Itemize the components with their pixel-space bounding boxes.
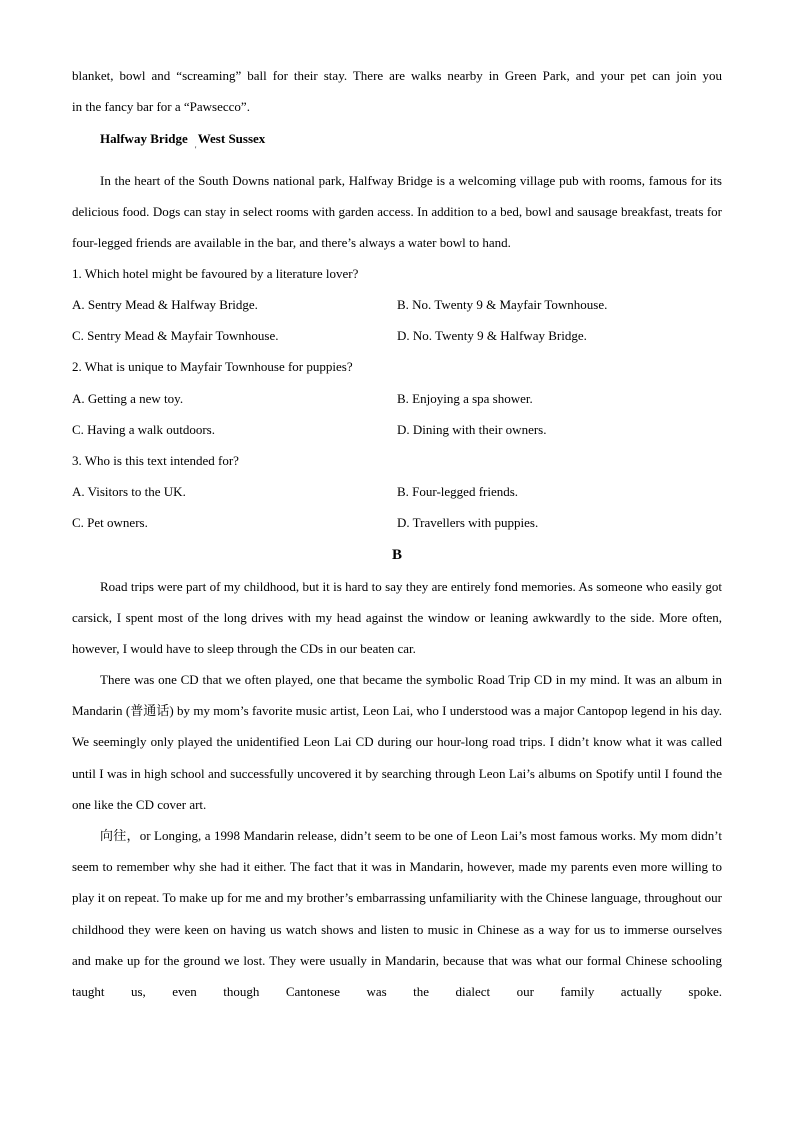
question-2-option-b: B. Enjoying a spa shower.	[397, 391, 533, 406]
question-1-option-d: D. No. Twenty 9 & Halfway Bridge.	[397, 328, 587, 343]
intro-line-2: in the fancy bar for a “Pawsecco”.	[72, 99, 250, 114]
question-2-stem: 2. What is unique to Mayfair Townhouse for puppies?	[72, 359, 353, 374]
question-3-option-b: B. Four-legged friends.	[397, 484, 519, 499]
question-2-option-c: C. Having a walk outdoors.	[72, 422, 215, 437]
question-3-stem: 3. Who is this text intended for?	[72, 453, 239, 468]
section-b-paragraph-3: 向往，or Longing, a 1998 Mandarin release, didn’t seem to be one of Leon Lai’s most famous works. My mom didn’t seem to remember why she had it either. The fact that it was in Mandarin, however, made my parents even more willing to play it on repeat. To make up for me and my brother’s embarrassing unfamiliarity with the Chinese language, throughout our childhood they were keen on having us watch shows and listen to music in Chinese as a way for us to immerse ourselves and make up for the ground we lost. They were usually in Mandarin, because that was what our formal Chinese schooling taught us, even though Cantonese was the dialect our family actually spoke.	[72, 828, 722, 1000]
section-b-paragraph-1: Road trips were part of my childhood, but it is hard to say they are entirely fond memories. As someone who easily got carsick, I spent most of the long drives with my head against the window or leaning awkwardly to the side. More often, however, I would have to sleep through the CDs in our beaten car.	[72, 579, 722, 657]
question-1-stem: 1. Which hotel might be favoured by a literature lover?	[72, 266, 359, 281]
question-1-option-b: B. No. Twenty 9 & Mayfair Townhouse.	[397, 297, 608, 312]
hotel-location: West Sussex	[197, 131, 266, 146]
question-3-option-d: D. Travellers with puppies.	[397, 515, 539, 530]
hotel-paragraph: In the heart of the South Downs national park, Halfway Bridge is a welcoming village pub with rooms, famous for its delicious food. Dogs can stay in select rooms with garden access. In addition to a bed, bowl and sausage breakfast, treats for four-legged friends are available in the bar, and there’s always a water bowl to hand.	[72, 173, 722, 251]
hotel-heading	[100, 130, 265, 148]
question-3-option-c: C. Pet owners.	[72, 515, 148, 530]
intro-line-1: blanket, bowl and “screaming” ball for their stay. There are walks nearby in Green Park, and your pet can join you	[72, 68, 722, 83]
question-2-option-a: A. Getting a new toy.	[72, 391, 184, 406]
question-1-option-c: C. Sentry Mead & Mayfair Townhouse.	[72, 328, 279, 343]
section-b-paragraph-2: There was one CD that we often played, one that became the symbolic Road Trip CD in my mind. It was an album in Mandarin (普通话) by my mom’s favorite music artist, Leon Lai, who I understood was a major Cantopop legend in his day. We seemingly only played the unidentified Leon Lai CD during our hour-long road trips. I didn’t know what it was called until I was in high school and successfully uncovered it by searching through Leon Lai’s albums on Spotify until I found the one like the CD cover art.	[72, 672, 722, 812]
hotel-name: Halfway Bridge	[100, 131, 188, 146]
question-3-option-a: A. Visitors to the UK.	[72, 484, 186, 499]
question-1-option-a: A. Sentry Mead & Halfway Bridge.	[72, 297, 258, 312]
section-b-label: B	[391, 547, 402, 563]
question-2-option-d: D. Dining with their owners.	[397, 422, 547, 437]
stray-mark: '	[195, 145, 197, 154]
